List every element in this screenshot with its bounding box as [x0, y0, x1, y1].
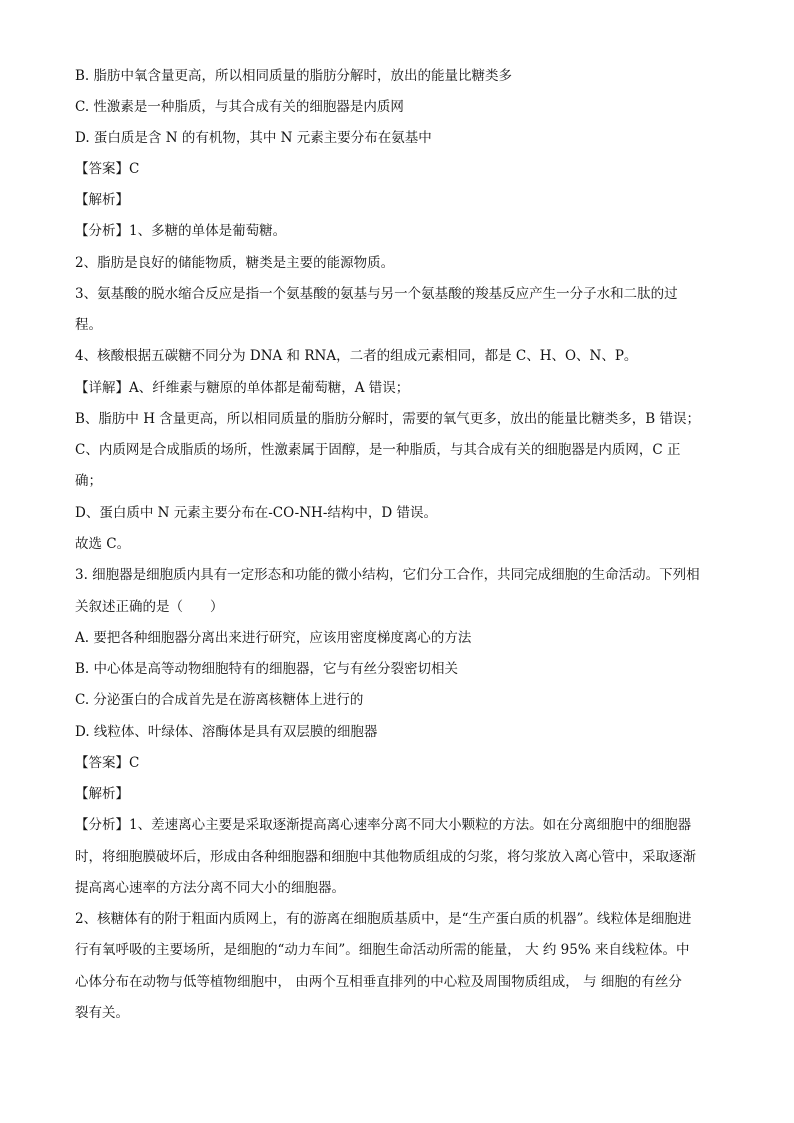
q3-option-b: B. 中心体是高等动物细胞特有的细胞器，它与有丝分裂密切相关 — [75, 661, 459, 677]
q2-detail-line: 【详解】A、纤维素与糖原的单体都是葡萄糖，A 错误； — [75, 380, 410, 396]
q3-analysis-heading: 【解析】 — [75, 786, 129, 802]
q3-analysis-line: 2、核糖体有的附于粗面内质网上，有的游离在细胞质基质中，是“生产蛋白质的机器”。线粒体是细胞进 — [75, 911, 692, 927]
q2-analysis-line: 4、核酸根据五碳糖不同分为 DNA 和 RNA，二者的组成元素相同，都是 C、H、O、N、P。 — [75, 348, 638, 364]
q2-detail-line: 确； — [75, 473, 102, 489]
q3-stem: 3. 细胞器是细胞质内具有一定形态和功能的微小结构，它们分工合作，共同完成细胞的生命活动。下列相 — [75, 567, 700, 583]
q2-detail-line: C、内质网是合成脂质的场所，性激素属于固醇，是一种脂质，与其合成有关的细胞器是内质网，C 正 — [75, 442, 681, 458]
q3-analysis-line: 心体分布在动物与低等植物细胞中， 由两个互相垂直排列的中心粒及周围物质组成， 与 细胞的有丝分 — [75, 974, 682, 990]
q3-analysis-line: 行有氧呼吸的主要场所，是细胞的“动力车间”。细胞生命活动所需的能量， 大 约 95% 来自线粒体。中 — [75, 942, 690, 958]
q3-answer: 【答案】C — [75, 755, 140, 771]
q3-analysis-line: 提高离心速率的方法分离不同大小的细胞器。 — [75, 880, 345, 896]
q3-stem: 关叙述正确的是（ ） — [75, 599, 224, 615]
q2-analysis-line: 【分析】1、多糖的单体是葡萄糖。 — [75, 223, 287, 239]
q3-option-d: D. 线粒体、叶绿体、溶酶体是具有双层膜的细胞器 — [75, 724, 378, 740]
q2-option-c: C. 性激素是一种脂质，与其合成有关的细胞器是内质网 — [75, 99, 404, 115]
q2-option-d: D. 蛋白质是含 N 的有机物，其中 N 元素主要分布在氨基中 — [75, 130, 432, 146]
q2-analysis-line: 3、氨基酸的脱水缩合反应是指一个氨基酸的氨基与另一个氨基酸的羧基反应产生一分子水和二肽的过 — [75, 286, 678, 302]
q2-analysis-line: 2、脂肪是良好的储能物质，糖类是主要的能源物质。 — [75, 255, 395, 271]
q2-analysis-line: 程。 — [75, 317, 102, 333]
q2-detail-line: D、蛋白质中 N 元素主要分布在-CO-NH-结构中，D 错误。 — [75, 505, 437, 521]
q2-analysis-heading: 【解析】 — [75, 192, 129, 208]
q3-analysis-line: 【分析】1、差速离心主要是采取逐渐提高离心速率分离不同大小颗粒的方法。如在分离细胞中的细胞器 — [75, 817, 692, 833]
q2-detail-line: B、脂肪中 H 含量更高，所以相同质量的脂肪分解时，需要的氧气更多，放出的能量比糖类多，B 错误； — [75, 411, 700, 427]
q3-option-c: C. 分泌蛋白的合成首先是在游离核糖体上进行的 — [75, 692, 364, 708]
q2-conclusion: 故选 C。 — [75, 536, 131, 552]
q3-option-a: A. 要把各种细胞器分离出来进行研究，应该用密度梯度离心的方法 — [75, 630, 472, 646]
q3-analysis-line: 时，将细胞膜破坏后，形成由各种细胞器和细胞中其他物质组成的匀浆，将匀浆放入离心管中，采取逐渐 — [75, 849, 696, 865]
q2-answer: 【答案】C — [75, 161, 140, 177]
q3-analysis-line: 裂有关。 — [75, 1005, 129, 1021]
q2-option-b: B. 脂肪中氧含量更高，所以相同质量的脂肪分解时，放出的能量比糖类多 — [75, 68, 513, 84]
